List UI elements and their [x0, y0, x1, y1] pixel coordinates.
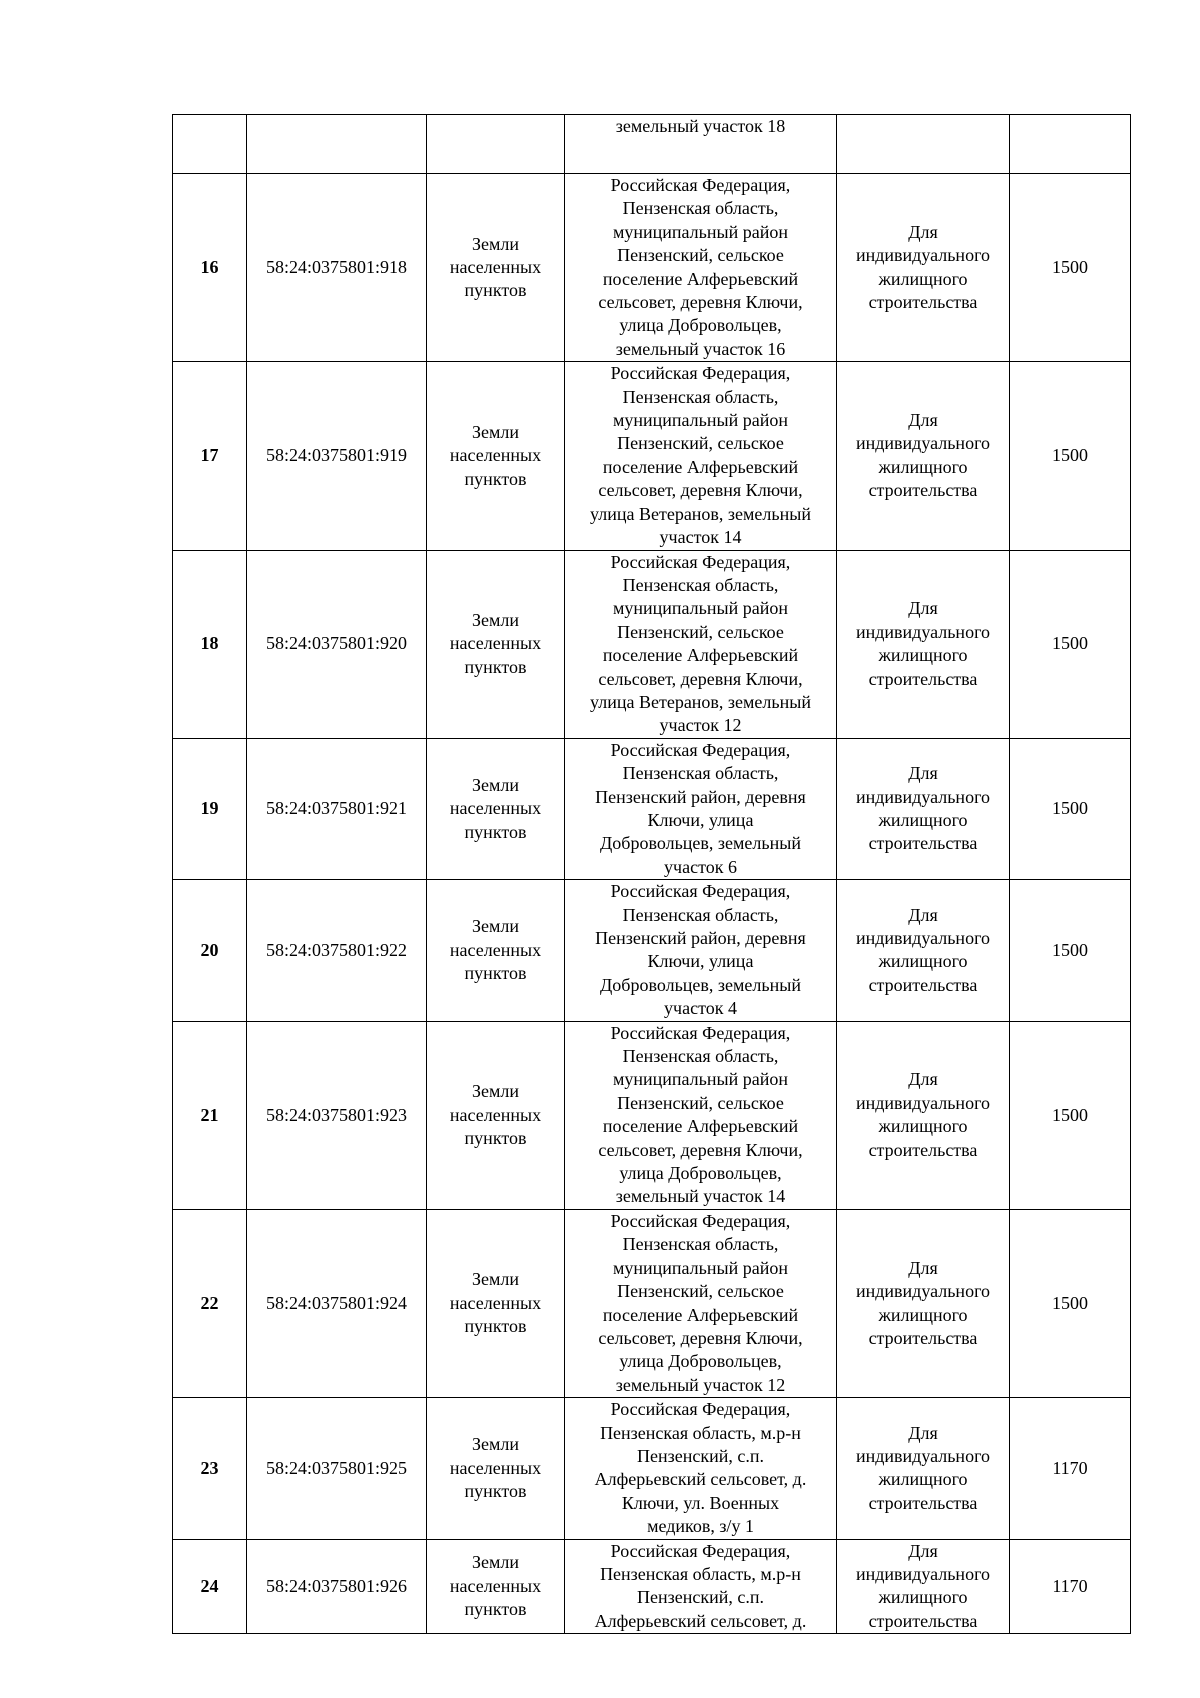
land-category-line: населенных [449, 256, 542, 277]
permitted-use-cell [837, 738, 1010, 879]
land-category-cell [427, 362, 565, 550]
cadastral-number-cell: 58:24:0375801:919 [247, 362, 427, 550]
permitted-use-line: жилищного [878, 645, 968, 666]
permitted-use-cell [837, 1539, 1010, 1634]
address-cell [565, 362, 837, 550]
address-line: сельсовет, деревня Ключи, [598, 668, 803, 689]
area-cell: 1500 [1010, 174, 1131, 362]
land-category-line: населенных [449, 445, 542, 466]
permitted-use-line: Для [908, 1540, 938, 1561]
permitted-use-line: Для [908, 763, 938, 784]
address-line: Алферьевский сельсовет, д. [594, 1469, 807, 1490]
land-category-line: Земли [471, 774, 519, 795]
permitted-use-line: строительства [868, 833, 978, 854]
address-line: Добровольцев, земельный [600, 833, 801, 854]
permitted-use-line: индивидуального [855, 621, 990, 642]
permitted-use-line: индивидуального [855, 1445, 990, 1466]
land-category-line: пунктов [464, 280, 527, 301]
address-line: Российская Федерация, [610, 175, 791, 195]
address-line: муниципальный район [612, 1257, 788, 1278]
permitted-use-cell [837, 880, 1010, 1021]
area-cell [1010, 115, 1131, 174]
table-row [173, 174, 1131, 362]
address-line: земельный участок 16 [615, 338, 786, 359]
address-line: Ключи, улица [647, 809, 754, 830]
address-line: Пензенская область, [622, 386, 779, 407]
land-category-line: населенных [449, 633, 542, 654]
row-number-cell: 16 [173, 174, 247, 362]
address-line: Пензенский, с.п. [637, 1587, 764, 1608]
area-cell: 1500 [1010, 880, 1131, 1021]
permitted-use-line: строительства [868, 1610, 978, 1631]
area-cell: 1500 [1010, 550, 1131, 738]
table-row [173, 1398, 1131, 1539]
table-row [173, 880, 1131, 1021]
permitted-use-line: строительства [868, 974, 978, 995]
permitted-use-line: индивидуального [855, 1563, 990, 1584]
permitted-use-cell [837, 1021, 1010, 1209]
cadastral-number-cell: 58:24:0375801:920 [247, 550, 427, 738]
address-line: Пензенский район, деревня [595, 928, 806, 948]
land-category-line: Земли [471, 1269, 519, 1290]
land-category-line: пунктов [464, 1599, 527, 1620]
address-cell [565, 174, 837, 362]
address-line: Пензенский, с.п. [637, 1445, 764, 1466]
land-category-cell [427, 1209, 565, 1397]
permitted-use-cell [837, 1209, 1010, 1397]
permitted-use-line: строительства [868, 1139, 978, 1160]
land-category-line: пунктов [464, 656, 527, 677]
land-category-line: Земли [471, 233, 519, 254]
permitted-use-line: жилищного [878, 1116, 968, 1137]
address-line: Российская Федерация, [610, 1210, 791, 1231]
address-line: участок 4 [664, 998, 737, 1019]
permitted-use-line: индивидуального [855, 245, 990, 266]
permitted-use-cell [837, 362, 1010, 550]
land-category-line: населенных [449, 1457, 542, 1478]
permitted-use-line: строительства [868, 668, 978, 689]
address-line: земельный участок 12 [615, 1374, 786, 1395]
permitted-use-line: Для [908, 1422, 938, 1443]
cadastral-number-cell: 58:24:0375801:926 [247, 1539, 427, 1634]
address-line: Российская Федерация, [610, 1540, 791, 1561]
row-number-cell: 17 [173, 362, 247, 550]
land-category-line: Земли [471, 421, 519, 442]
permitted-use-cell [837, 115, 1010, 174]
permitted-use-line: индивидуального [855, 1092, 990, 1113]
land-category-line: населенных [449, 1292, 542, 1313]
address-line: Российская Федерация, [610, 1399, 791, 1420]
address-line: Пензенская область, м.р-н [600, 1563, 801, 1584]
permitted-use-line: Для [908, 221, 938, 242]
address-cell [565, 880, 837, 1021]
land-category-line: населенных [449, 1575, 542, 1596]
permitted-use-cell [837, 550, 1010, 738]
address-cell [565, 115, 837, 174]
land-category-line: Земли [471, 1081, 519, 1102]
address-line: Пензенский, сельское [617, 621, 784, 642]
address-cell [565, 1209, 837, 1397]
permitted-use-line: жилищного [878, 1304, 968, 1325]
area-cell: 1500 [1010, 362, 1131, 550]
permitted-use-line: жилищного [878, 951, 968, 972]
address-line: муниципальный район [612, 221, 788, 242]
address-line: муниципальный район [612, 598, 788, 619]
address-line: Российская Федерация, [610, 363, 791, 384]
permitted-use-line: индивидуального [855, 1281, 990, 1302]
permitted-use-line: индивидуального [855, 786, 990, 807]
land-category-cell [427, 174, 565, 362]
land-category-cell [427, 738, 565, 879]
cadastral-number-cell: 58:24:0375801:922 [247, 880, 427, 1021]
land-category-line: пунктов [464, 821, 527, 842]
address-line: поселение Алферьевский [602, 645, 799, 666]
address-line: сельсовет, деревня Ключи, [598, 1327, 803, 1348]
address-line: Пензенский район, деревня [595, 786, 806, 807]
permitted-use-line: строительства [868, 1327, 978, 1348]
address-line: Пензенский, сельское [617, 1092, 784, 1113]
land-plots-table [172, 114, 1131, 1634]
address-line: сельсовет, деревня Ключи, [598, 480, 803, 501]
land-category-cell [427, 880, 565, 1021]
cadastral-number-cell: 58:24:0375801:921 [247, 738, 427, 879]
address-line: улица Ветеранов, земельный [590, 503, 811, 524]
area-cell: 1500 [1010, 1209, 1131, 1397]
land-category-cell [427, 1398, 565, 1539]
land-category-line: Земли [471, 1434, 519, 1455]
land-category-cell [427, 550, 565, 738]
address-cell [565, 1398, 837, 1539]
address-line: Добровольцев, земельный [600, 974, 801, 995]
land-category-line: населенных [449, 1104, 542, 1125]
address-line: улица Добровольцев, [619, 315, 782, 336]
address-line: сельсовет, деревня Ключи, [598, 292, 803, 313]
row-number-cell: 19 [173, 738, 247, 879]
address-cell [565, 1021, 837, 1209]
address-line: муниципальный район [612, 1069, 788, 1090]
permitted-use-line: строительства [868, 292, 978, 313]
address-line: Алферьевский сельсовет, д. [594, 1610, 807, 1631]
address-line: Пензенская область, [622, 904, 779, 925]
cadastral-number-cell: 58:24:0375801:925 [247, 1398, 427, 1539]
permitted-use-line: строительства [868, 480, 978, 501]
table-row [173, 738, 1131, 879]
row-number-cell: 20 [173, 880, 247, 1021]
address-line: Пензенская область, м.р-н [600, 1422, 801, 1443]
table-row [173, 362, 1131, 550]
permitted-use-line: жилищного [878, 1469, 968, 1490]
land-category-line: пунктов [464, 1127, 527, 1148]
permitted-use-line: Для [908, 410, 938, 431]
row-number-cell: 23 [173, 1398, 247, 1539]
continuation-row [173, 115, 1131, 174]
address-line: Пензенская область, [622, 1046, 779, 1067]
address-line: Российская Федерация, [610, 551, 791, 572]
address-line: участок 6 [664, 856, 737, 877]
row-number-cell: 18 [173, 550, 247, 738]
address-line: Российская Федерация, [610, 739, 791, 760]
address-line: поселение Алферьевский [602, 268, 799, 289]
address-cell [565, 550, 837, 738]
land-category-cell [427, 1021, 565, 1209]
table-row [173, 1021, 1131, 1209]
address-cell [565, 738, 837, 879]
land-category-line: пунктов [464, 963, 527, 984]
address-line: Пензенский, сельское [617, 245, 784, 266]
land-category-line: пунктов [464, 1481, 527, 1502]
land-category-line: населенных [449, 939, 542, 960]
area-cell: 1500 [1010, 738, 1131, 879]
cadastral-number-cell: 58:24:0375801:918 [247, 174, 427, 362]
cadastral-number-cell: 58:24:0375801:924 [247, 1209, 427, 1397]
address-line: Ключи, ул. Военных [621, 1492, 780, 1513]
address-line: земельный участок 14 [615, 1186, 786, 1207]
land-category-line: населенных [449, 798, 542, 819]
land-category-cell [427, 1539, 565, 1634]
permitted-use-line: жилищного [878, 456, 968, 477]
permitted-use-line: Для [908, 1069, 938, 1090]
cadastral-number-cell: 58:24:0375801:923 [247, 1021, 427, 1209]
address-line: Пензенская область, [622, 574, 779, 595]
address-line: Пензенская область, [622, 198, 779, 219]
address-line: Ключи, улица [647, 951, 754, 972]
address-line: поселение Алферьевский [602, 456, 799, 477]
permitted-use-line: Для [908, 598, 938, 619]
area-cell: 1500 [1010, 1021, 1131, 1209]
permitted-use-line: индивидуального [855, 433, 990, 454]
table-row [173, 1539, 1131, 1634]
address-line: участок 12 [659, 715, 742, 736]
address-line: медиков, з/у 1 [647, 1516, 754, 1537]
address-line: поселение Алферьевский [602, 1304, 799, 1325]
land-category-line: пунктов [464, 1316, 527, 1337]
land-category-line: Земли [471, 1552, 519, 1573]
cadastral-number-cell [247, 115, 427, 174]
address-line: улица Ветеранов, земельный [590, 691, 811, 712]
address-line: Пензенская область, [622, 1234, 779, 1255]
land-category-cell [427, 115, 565, 174]
row-number-cell [173, 115, 247, 174]
address-line: сельсовет, деревня Ключи, [598, 1139, 803, 1160]
permitted-use-line: Для [908, 904, 938, 925]
address-line: Российская Федерация, [610, 1022, 791, 1043]
permitted-use-line: жилищного [878, 1587, 968, 1608]
table-body [173, 115, 1131, 1634]
permitted-use-line: жилищного [878, 268, 968, 289]
address-line: Российская Федерация, [610, 881, 791, 902]
table-row [173, 550, 1131, 738]
area-cell: 1170 [1010, 1539, 1131, 1634]
land-category-line: Земли [471, 610, 519, 631]
permitted-use-cell [837, 1398, 1010, 1539]
row-number-cell: 22 [173, 1209, 247, 1397]
permitted-use-line: жилищного [878, 809, 968, 830]
address-line: Пензенский, сельское [617, 1281, 784, 1302]
address-cell [565, 1539, 837, 1634]
row-number-cell: 24 [173, 1539, 247, 1634]
address-line: земельный участок 18 [615, 116, 786, 136]
address-line: Пензенская область, [622, 763, 779, 784]
address-line: улица Добровольцев, [619, 1351, 782, 1372]
row-number-cell: 21 [173, 1021, 247, 1209]
land-category-line: пунктов [464, 468, 527, 489]
table-row [173, 1209, 1131, 1397]
address-line: Пензенский, сельское [617, 433, 784, 454]
permitted-use-line: строительства [868, 1492, 978, 1513]
address-line: муниципальный район [612, 410, 788, 431]
permitted-use-cell [837, 174, 1010, 362]
land-category-line: Земли [471, 916, 519, 937]
permitted-use-line: Для [908, 1257, 938, 1278]
permitted-use-line: индивидуального [855, 928, 990, 948]
area-cell: 1170 [1010, 1398, 1131, 1539]
address-line: улица Добровольцев, [619, 1163, 782, 1184]
address-line: поселение Алферьевский [602, 1116, 799, 1137]
address-line: участок 14 [659, 527, 742, 548]
